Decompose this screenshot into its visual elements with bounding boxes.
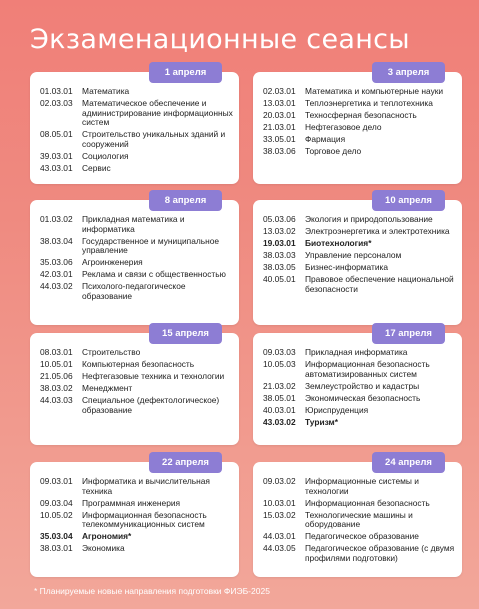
program-row	[263, 215, 458, 225]
program-row	[40, 237, 235, 256]
program-code: 40.03.01	[263, 404, 296, 415]
program-name: Специальное (дефектологическое) образование	[82, 394, 220, 415]
program-code: 13.03.01	[263, 97, 296, 108]
session-date-badge: 17 апреля	[372, 323, 445, 344]
program-name: Управление персоналом	[305, 249, 402, 260]
program-name: Нефтегазовое дело	[305, 121, 382, 132]
program-row	[263, 348, 458, 358]
session-date-badge: 22 апреля	[149, 452, 222, 473]
program-code: 09.03.03	[263, 347, 296, 357]
program-row	[263, 251, 458, 261]
program-code: 43.03.02	[263, 416, 296, 427]
program-row	[40, 164, 235, 174]
program-row	[263, 275, 458, 294]
program-row	[40, 396, 235, 415]
program-name: Информационная безопасность	[305, 497, 430, 508]
session-card	[253, 328, 462, 445]
program-list	[40, 87, 235, 176]
program-row	[263, 147, 458, 157]
program-name: Математика	[82, 86, 130, 96]
program-list	[263, 87, 458, 159]
program-row	[40, 499, 235, 509]
program-row	[40, 258, 235, 268]
program-row	[40, 215, 235, 234]
program-name: Строительство	[82, 347, 141, 357]
program-code: 13.03.02	[263, 225, 296, 236]
program-row	[263, 382, 458, 392]
program-code: 44.03.02	[40, 281, 73, 292]
program-name: Юриспруденция	[305, 404, 369, 415]
program-name: Сервис	[82, 162, 111, 173]
program-name: Психолого-педагогическое образование	[82, 281, 186, 301]
program-name: Бизнес-информатика	[305, 261, 389, 272]
program-row	[263, 263, 458, 273]
program-name: Туризм*	[305, 416, 339, 427]
program-row	[263, 99, 458, 109]
program-name: Строительство уникальных зданий и сооружений	[82, 129, 226, 149]
program-code: 09.03.04	[40, 497, 73, 508]
program-name: Математическое обеспечение и администрирование информационных систем	[82, 97, 233, 128]
program-name: Экология и природопользование	[305, 214, 433, 224]
program-code: 21.05.06	[40, 370, 73, 381]
program-name: Компьютерная безопасность	[82, 358, 195, 369]
session-date-badge: 3 апреля	[372, 62, 445, 83]
program-row	[263, 532, 458, 542]
program-row	[263, 477, 458, 496]
program-name: Агроинженерия	[82, 257, 143, 268]
program-list	[263, 477, 458, 566]
program-row	[263, 511, 458, 530]
program-code: 40.05.01	[263, 273, 296, 284]
program-row	[40, 130, 235, 149]
program-code: 38.03.05	[263, 261, 296, 272]
program-code: 21.03.01	[263, 121, 296, 132]
program-row	[263, 239, 458, 249]
program-row	[40, 511, 235, 530]
program-code: 10.03.01	[263, 497, 296, 508]
program-name: Государственное и муниципальное управление	[82, 235, 220, 256]
program-list	[40, 348, 235, 418]
program-row	[263, 406, 458, 416]
program-name: Техносферная безопасность	[305, 109, 417, 120]
program-name: Экономическая безопасность	[305, 392, 421, 403]
program-row	[263, 544, 458, 563]
program-code: 38.03.04	[40, 235, 73, 246]
program-list	[40, 477, 235, 556]
program-name: Программная инженерия	[82, 497, 181, 508]
program-code: 35.03.06	[40, 257, 73, 268]
program-row	[40, 360, 235, 370]
program-row	[40, 348, 235, 358]
program-name: Информатика и вычислительная техника	[82, 476, 210, 496]
program-row	[263, 111, 458, 121]
program-row	[263, 227, 458, 237]
session-card	[253, 67, 462, 184]
program-row	[40, 372, 235, 382]
program-list	[263, 348, 458, 430]
program-name: Технологические машины и оборудование	[305, 509, 413, 530]
program-code: 44.03.05	[263, 543, 296, 554]
program-code: 01.03.02	[40, 214, 73, 224]
program-code: 10.05.02	[40, 509, 73, 520]
program-code: 44.03.03	[40, 394, 73, 405]
program-code: 08.03.01	[40, 347, 73, 357]
program-code: 02.03.01	[263, 86, 296, 96]
program-code: 38.05.01	[263, 392, 296, 403]
footnote: * Планируемые новые направления подготовки ФИЭБ-2025	[34, 586, 270, 596]
program-code: 21.03.02	[263, 380, 296, 391]
program-code: 42.03.01	[40, 269, 73, 280]
program-row	[40, 99, 235, 128]
session-card	[30, 67, 239, 184]
program-name: Информационная безопасность автоматизированных систем	[305, 358, 430, 379]
program-name: Информационная безопасность телекоммуникационных систем	[82, 509, 207, 530]
program-name: Прикладная информатика	[305, 347, 408, 357]
program-list	[40, 215, 235, 304]
program-row	[40, 477, 235, 496]
program-code: 38.03.06	[263, 145, 296, 156]
program-name: Электроэнергетика и электротехника	[305, 225, 450, 236]
program-code: 08.05.01	[40, 129, 73, 140]
program-name: Теплоэнергетика и теплотехника	[305, 97, 433, 108]
program-name: Землеустройство и кадастры	[305, 380, 420, 391]
program-row	[263, 135, 458, 145]
program-code: 39.03.01	[40, 150, 73, 161]
program-code: 10.05.01	[40, 358, 73, 369]
session-card	[253, 195, 462, 325]
program-row	[263, 360, 458, 379]
program-name: Математика и компьютерные науки	[305, 86, 444, 96]
program-name: Социология	[82, 150, 129, 161]
program-code: 43.03.01	[40, 162, 73, 173]
program-name: Фармация	[305, 133, 346, 144]
program-name: Агрономия*	[82, 531, 132, 542]
program-code: 38.03.03	[263, 249, 296, 260]
program-name: Прикладная математика и информатика	[82, 214, 185, 234]
program-code: 35.03.04	[40, 531, 73, 542]
program-name: Педагогическое образование (с двумя профилями подготовки)	[305, 543, 455, 563]
program-code: 09.03.01	[40, 476, 73, 486]
program-row	[263, 418, 458, 428]
session-card	[30, 195, 239, 325]
program-code: 09.03.02	[263, 476, 296, 486]
program-code: 20.03.01	[263, 109, 296, 120]
program-row	[40, 532, 235, 542]
program-name: Экономика	[82, 543, 125, 554]
program-code: 02.03.03	[40, 97, 73, 108]
program-row	[40, 270, 235, 280]
session-date-badge: 8 апреля	[149, 190, 222, 211]
program-row	[263, 394, 458, 404]
program-name: Информационные системы и технологии	[305, 476, 419, 496]
session-card	[30, 457, 239, 577]
program-row	[40, 384, 235, 394]
session-card	[30, 328, 239, 445]
program-list	[263, 215, 458, 297]
program-code: 19.03.01	[263, 237, 296, 248]
session-date-badge: 15 апреля	[149, 323, 222, 344]
program-row	[263, 499, 458, 509]
session-date-badge: 1 апреля	[149, 62, 222, 83]
program-name: Менеджмент	[82, 382, 133, 393]
program-name: Нефтегазовые техника и технологии	[82, 370, 225, 381]
program-code: 01.03.01	[40, 86, 73, 96]
page-title: Экзаменационные сеансы	[30, 24, 410, 55]
program-name: Торговое дело	[305, 145, 362, 156]
program-code: 33.05.01	[263, 133, 296, 144]
program-row	[40, 282, 235, 301]
program-name: Правовое обеспечение национальной безопасности	[305, 273, 454, 294]
program-code: 38.03.02	[40, 382, 73, 393]
program-row	[40, 152, 235, 162]
program-code: 44.03.01	[263, 531, 296, 542]
program-row	[263, 87, 458, 97]
program-row	[40, 87, 235, 97]
session-date-badge: 10 апреля	[372, 190, 445, 211]
program-name: Педагогическое образование	[305, 531, 419, 542]
program-code: 10.05.03	[263, 358, 296, 369]
program-code: 38.03.01	[40, 543, 73, 554]
program-row	[40, 544, 235, 554]
program-code: 05.03.06	[263, 214, 296, 224]
program-name: Реклама и связи с общественностью	[82, 269, 226, 280]
program-row	[263, 123, 458, 133]
program-name: Биотехнология*	[305, 237, 372, 248]
program-code: 15.03.02	[263, 509, 296, 520]
session-date-badge: 24 апреля	[372, 452, 445, 473]
session-card	[253, 457, 462, 577]
